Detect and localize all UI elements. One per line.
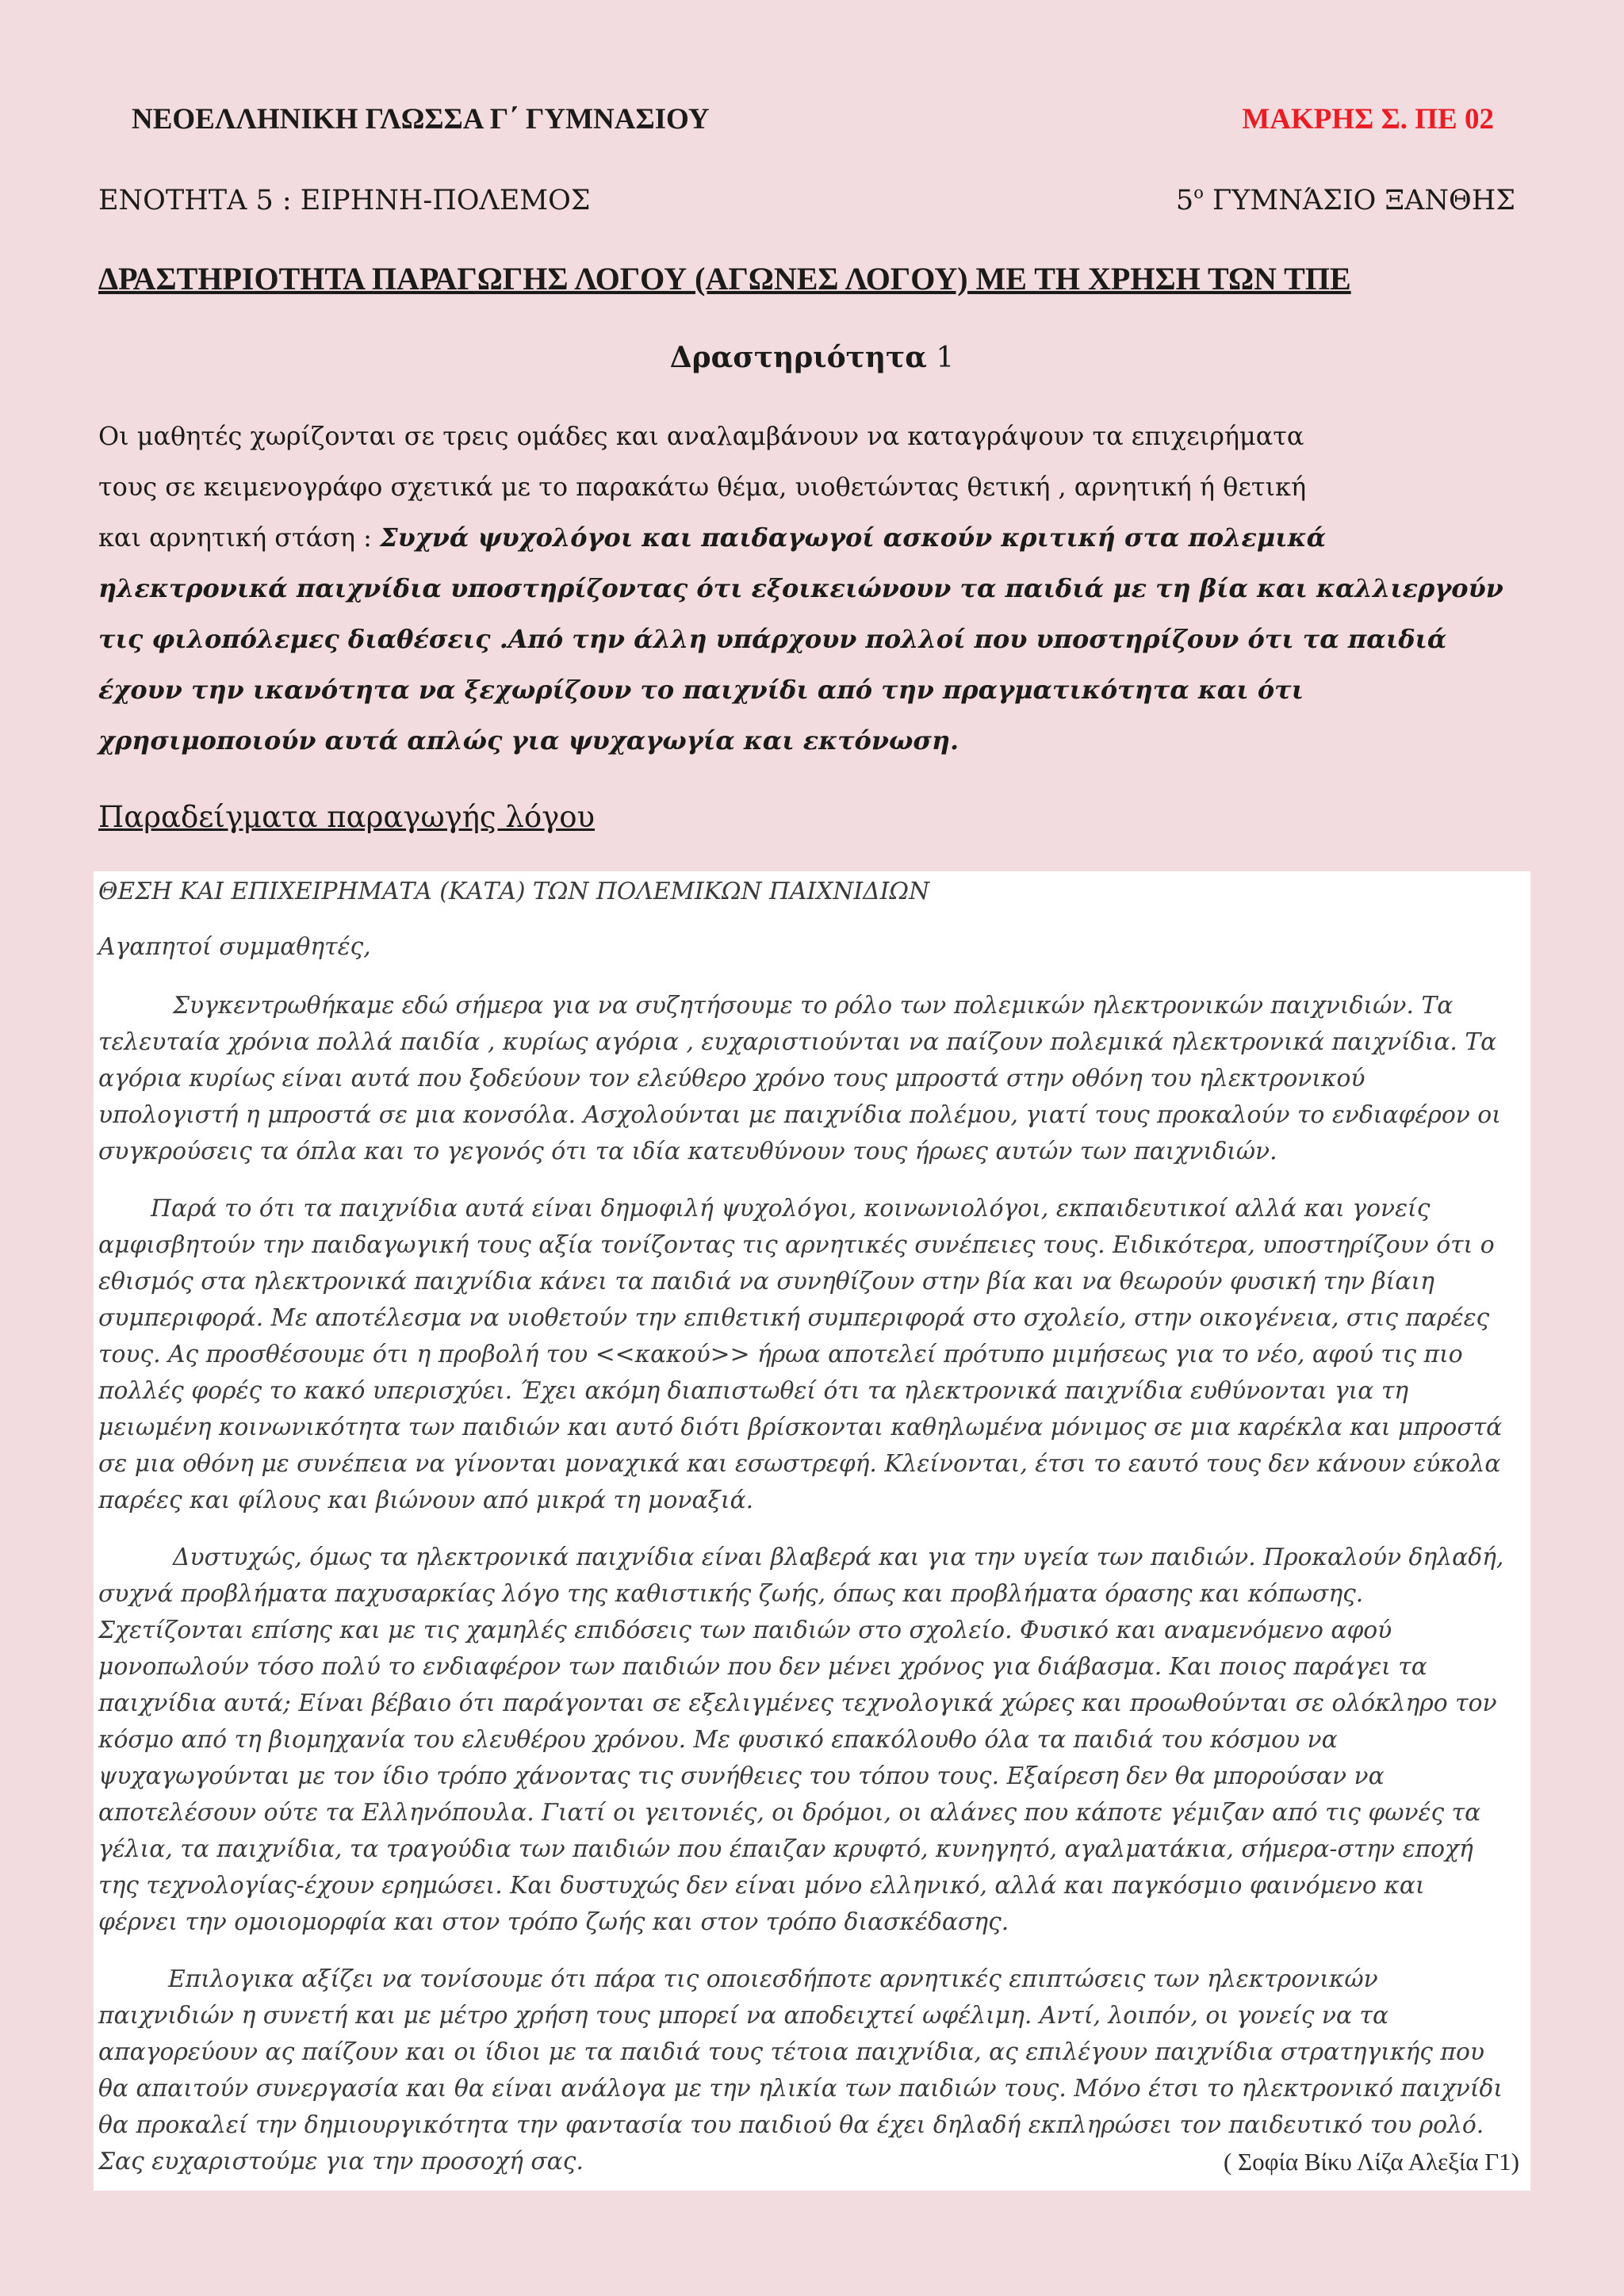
- instructions-paragraph: [98, 411, 1526, 766]
- speech-line: σε μια οθόνη με συνέπεια να γίνονται μοναχικά και εσωστρεφή. Κλείνονται, έτσι το εαυτό τους δεν κάνουν εύκολα: [98, 1450, 1501, 1478]
- instructions-line: [98, 512, 1526, 563]
- school-number: 5: [1175, 185, 1194, 216]
- activity-label: Δραστηριότητα: [669, 341, 927, 374]
- speech-line: παιχνιδιών η συνετή και με μέτρο χρήση τους μπορεί να αποδειχτεί ωφέλιμη. Αντί, λοιπόν, οι γονείς να τα: [98, 2002, 1389, 2030]
- speech-line: κόσμο από τη βιομηχανία του ελευθέρου χρόνου. Με φυσικό επακόλουθο όλα τα παιδιά του κόσμου να: [98, 1726, 1338, 1754]
- examples-heading: Παραδείγματα παραγωγής λόγου: [98, 800, 596, 834]
- speech-line: υπολογιστή η μπροστά σε μια κονσόλα. Ασχολούνται με παιχνίδια πολέμου, γιατί τους προκαλούν το ενδιαφέρον οι: [98, 1101, 1501, 1129]
- speech-line: παρέες και φίλους και βιώνουν από μικρά τη μοναξιά.: [98, 1487, 754, 1514]
- speech-line: Δυστυχώς, όμως τα ηλεκτρονικά παιχνίδια είναι βλαβερά και για την υγεία των παιδιών. Προκαλούν δηλαδή,: [173, 1544, 1504, 1571]
- speech-line: φέρνει την ομοιομορφία και στον τρόπο ζωής και στον τρόπο διασκέδασης.: [98, 1908, 1009, 1936]
- speech-line: συχνά προβλήματα παχυσαρκίας λόγο της καθιστικής ζωής, όπως και προβλήματα όρασης και κόπωσης.: [98, 1580, 1364, 1608]
- topic-line: έχουν την ικανότητα να ξεχωρίζουν το παιχνίδι από την πραγματικότητα και ότι: [98, 675, 1304, 705]
- speech-line: αμφισβητούν την παιδαγωγική τους αξία τονίζοντας τις αρνητικές συνέπειες τους. Ειδικότερα, υποστηρίζουν ότι ο: [98, 1231, 1495, 1259]
- speech-authors: ( Σοφία Βίκυ Λίζα Αλεξία Γ1): [1223, 2148, 1519, 2175]
- speech-paragraph-3: [98, 1540, 1524, 1941]
- speech-closing-row: [98, 2144, 1524, 2180]
- speech-line: αγόρια κυρίως είναι αυτά που ξοδεύουν τον ελεύθερο χρόνο τους μπροστά στην οθόνη του ηλεκτρονικού: [98, 1065, 1365, 1093]
- school-name: [1176, 183, 1515, 218]
- speech-line: γέλια, τα παιχνίδια, τα τραγούδια των παιδιών που έπαιζαν κρυφτό, κυνηγητό, αγαλματάκια, σήμερα-στην εποχή: [98, 1835, 1473, 1863]
- speech-line: τους. Ας προσθέσουμε ότι η προβολή του <<κακού>> ήρωα αποτελεί πρότυπο μιμήσεως για το νέο, αφού τις πιο: [98, 1341, 1463, 1368]
- topic-text: Συχνά ψυχολόγοι και παιδαγωγοί ασκούν κριτική στα πολεμικά: [380, 522, 1327, 553]
- speech-line: παιχνίδια αυτά; Είναι βέβαιο ότι παράγονται σε εξελιγμένες τεχνολογικά χώρες και προωθούνται σε ολόκληρο τον: [98, 1689, 1497, 1717]
- speech-line: συγκρούσεις τα όπλα και το γεγονός ότι τα ιδία κατευθύνουν τους ήρωες αυτών των παιχνιδιών.: [98, 1138, 1277, 1165]
- speech-line: μειωμένη κοινωνικότητα των παιδιών και αυτό διότι βρίσκονται καθηλωμένα μόνιμος σε μια καρέκλα και μπροστά: [98, 1414, 1503, 1441]
- speech-line: μονοπωλούν τόσο πολύ το ενδιαφέρον των παιδιών που δεν μένει χρόνος για διάβασμα. Και ποιος παράγει τα: [98, 1653, 1427, 1681]
- speech-line: της τεχνολογίας-έχουν ερημώσει. Και δυστυχώς δεν είναι μόνο ελληνικό, αλλά και παγκόσμιο φαινόμενο και: [98, 1872, 1425, 1900]
- activity-number: 1: [936, 342, 955, 374]
- school-label: ΓΥΜΝΆΣΙΟ ΞΑΝΘΗΣ: [1212, 185, 1515, 216]
- instructions-line: τους σε κειμενογράφο σχετικά με το παρακάτω θέμα, υιοθετώντας θετική , αρνητική ή θετική: [98, 472, 1307, 502]
- speech-line: τελευταία χρόνια πολλά παιδία , κυρίως αγόρια , ευχαριστιούνται να παίζουν πολεμικά ηλεκτρονικά παιχνίδια. Τα: [98, 1028, 1497, 1056]
- speech-line: ψυχαγωγούνται με τον ίδιο τρόπο χάνοντας τις συνήθειες του τόπου τους. Εξαίρεση δεν θα μπορούσαν να: [98, 1762, 1385, 1790]
- speech-title: ΘΕΣΗ ΚΑΙ ΕΠΙΧΕΙΡΗΜΑΤΑ (ΚΑΤΑ) ΤΩΝ ΠΟΛΕΜΙΚΩΝ ΠΑΙΧΝΙΔΙΩΝ: [98, 878, 930, 905]
- speech-line: θα προκαλεί την δημιουργικότητα την φαντασία του παιδιού θα έχει δηλαδή εκπληρώσει τον παιδευτικό του ρολό.: [98, 2111, 1484, 2139]
- speech-line: εθισμός στα ηλεκτρονικά παιχνίδια κάνει τα παιδιά να συνηθίζουν στην βία και να θεωρούν φυσική την βίαιη: [98, 1268, 1434, 1295]
- teacher-name: ΜΑΚΡΗΣ Σ. ΠΕ 02: [1242, 103, 1494, 136]
- instructions-line: Οι μαθητές χωρίζονται σε τρεις ομάδες και αναλαμβάνουν να καταγράψουν τα επιχειρήματα: [98, 421, 1304, 451]
- speech-greeting: Αγαπητοί συμμαθητές,: [98, 933, 371, 961]
- unit-title: ΕΝΟΤΗΤΑ 5 : ΕΙΡΗΝΗ-ΠΟΛΕΜΟΣ: [98, 185, 591, 216]
- speech-paragraph-2: [98, 1191, 1524, 1519]
- speech-line: Σχετίζονται επίσης και με τις χαμηλές επιδόσεις των παιδιών στο σχολείο. Φυσικό και αναμενόμενο αφού: [98, 1617, 1392, 1644]
- school-ordinal-suffix: ο: [1193, 183, 1204, 202]
- speech-line: Συγκεντρωθήκαμε εδώ σήμερα για να συζητήσουμε το ρόλο των πολεμικών ηλεκτρονικών παιχνιδιών. Τα: [173, 992, 1454, 1020]
- speech-closing: Σας ευχαριστούμε για την προσοχή σας.: [98, 2148, 584, 2175]
- speech-line: πολλές φορές το κακό υπερισχύει. Έχει ακόμη διαπιστωθεί ότι τα ηλεκτρονικά παιχνίδια ευθύνονται για τη: [98, 1377, 1409, 1405]
- topic-line: χρησιμοποιούν αυτά απλώς για ψυχαγωγία και εκτόνωση.: [98, 725, 959, 756]
- topic-line: τις φιλοπόλεμες διαθέσεις .Από την άλλη υπάρχουν πολλοί που υποστηρίζουν ότι τα παιδιά: [98, 624, 1447, 654]
- subject-title: ΝΕΟΕΛΛΗΝΙΚΗ ΓΛΩΣΣΑ Γ΄ ΓΥΜΝΑΣΙΟΥ: [132, 103, 710, 136]
- speech-line: συμπεριφορά. Με αποτέλεσμα να υιοθετούν την επιθετική συμπεριφορά στο σχολείο, στην οικογένεια, στις παρέες: [98, 1304, 1490, 1332]
- instructions-text: και αρνητική στάση :: [98, 522, 381, 553]
- example-speech-box: [94, 871, 1530, 2191]
- speech-line: Παρά το ότι τα παιχνίδια αυτά είναι δημοφιλή ψυχολόγοι, κοινωνιολόγοι, εκπαιδευτικοί αλλά και γονείς: [151, 1195, 1431, 1223]
- activity-heading: ΔΡΑΣΤΗΡΙΟΤΗΤΑ ΠΑΡΑΓΩΓΗΣ ΛΟΓΟΥ (ΑΓΩΝΕΣ ΛΟΓΟΥ) ΜΕ ΤΗ ΧΡΗΣΗ ΤΩΝ ΤΠΕ: [98, 261, 1351, 297]
- speech-line: αποτελέσουν ούτε τα Ελληνόπουλα. Γιατί οι γειτονιές, οι δρόμοι, οι αλάνες που κάποτε γέμιζαν από τις φωνές τα: [98, 1799, 1481, 1827]
- speech-line: Επιλογικα αξίζει να τονίσουμε ότι πάρα τις οποιεσδήποτε αρνητικές επιπτώσεις των ηλεκτρονικών: [168, 1965, 1378, 1993]
- activity-title: [0, 339, 1624, 377]
- speech-line: απαγορεύουν ας παίζουν και οι ίδιοι με τα παιδιά τους τέτοια παιχνίδια, ας επιλέγουν παιχνίδια στρατηγικής που: [98, 2038, 1484, 2066]
- speech-paragraph-4: [98, 1961, 1524, 2180]
- speech-paragraph-1: [98, 988, 1524, 1170]
- speech-line: θα απαιτούν συνεργασία και θα είναι ανάλογα με την ηλικία των παιδιών τους. Μόνο έτσι το ηλεκτρονικό παιχνίδι: [98, 2075, 1503, 2103]
- topic-line: ηλεκτρονικά παιχνίδια υποστηρίζοντας ότι εξοικειώνουν τα παιδιά με τη βία και καλλιεργούν: [98, 573, 1503, 603]
